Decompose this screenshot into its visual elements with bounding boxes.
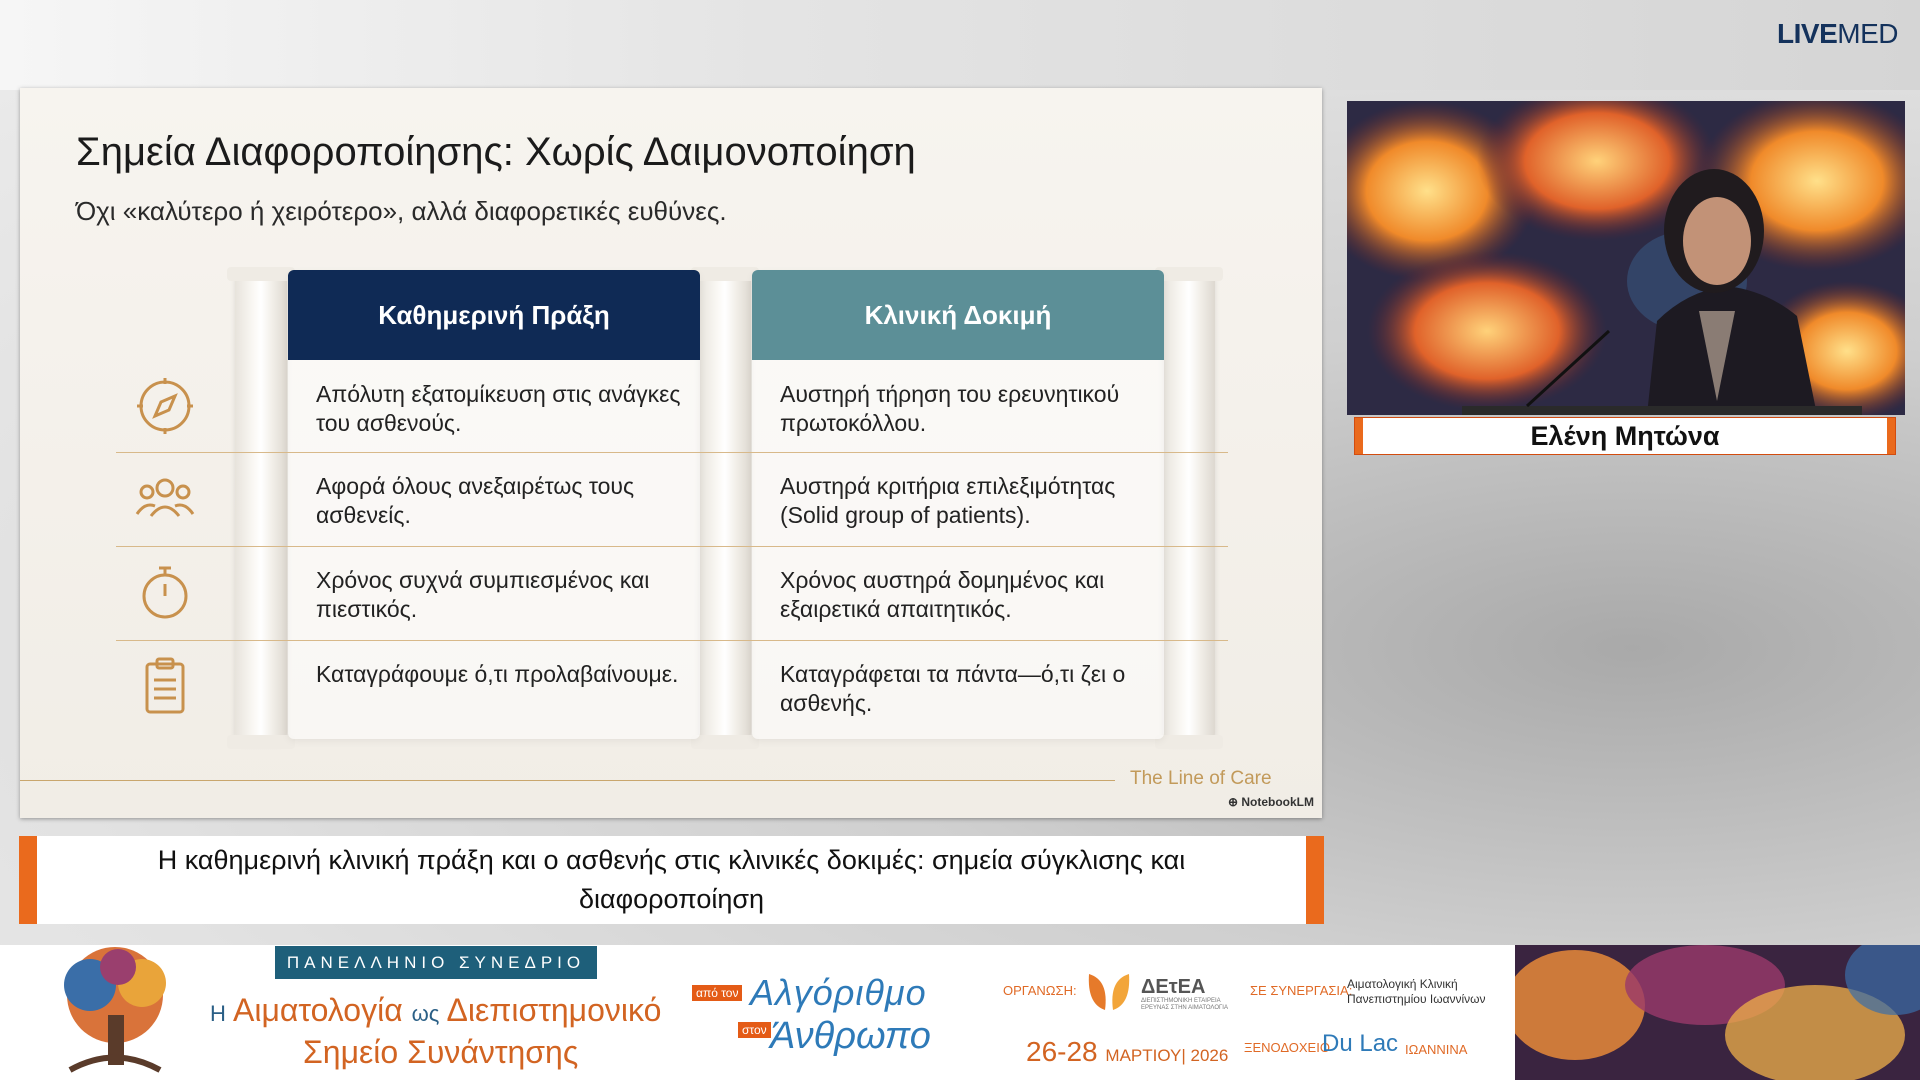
cell-trial-1: Αυστηρή τήρηση του ερευνητικού πρωτοκόλλου. [780,381,1120,436]
tree-illustration-icon [30,945,200,1080]
row-divider [116,640,1228,641]
cell-trial-3: Χρόνος αυστηρά δομημένος και εξαιρετικά απαιτητικός. [780,567,1105,622]
slide-subtitle: Όχι «καλύτερο ή χειρότερο», αλλά διαφορετικές ευθύνες. [76,196,727,226]
algorithm-word: Αλγόριθμο [750,972,927,1013]
congress-tag: ΠΑΝΕΛΛΗΝΙΟ ΣΥΝΕΔΡΙΟ [275,946,597,979]
cell-daily-4: Καταγράφουμε ό,τι προλαβαίνουμε. [316,661,679,687]
clinic-name: Αιματολογική Κλινική Πανεπιστημίου Ιωαννίνων [1347,977,1486,1006]
deta-subtitle: ΔΙΕΠΙΣΤΗΜΟΝΙΚΗ ΕΤΑΙΡΕΙΑ ΕΡΕΥΝΑΣ ΣΤΗΝ ΑΙΜΑΤΟΛΟΓΙΑ [1141,998,1228,1011]
cell-trial-4: Καταγράφεται τα πάντα—ό,τι ζει ο ασθενής. [780,661,1126,716]
congress-title-line1: Η Αιματολογία ως Διεπιστημονικό [210,992,662,1028]
session-title-caption: Η καθημερινή κλινική πράξη και ο ασθενής στις κλινικές δοκιμές: σημεία σύγκλισης και διαφοροποίηση [19,836,1324,924]
cell-daily-2: Αφορά όλους ανεξαιρέτως τους ασθενείς. [316,473,635,528]
stopwatch-icon [135,562,195,622]
group-icon [135,470,195,530]
clipboard-icon [135,656,195,716]
organizer-label: ΟΡΓΑΝΩΣΗ: [1003,983,1077,998]
footer-line [20,780,1115,781]
collaboration-label: ΣΕ ΣΥΝΕΡΓΑΣΙΑ: [1250,983,1353,998]
speaker-video [1347,101,1905,415]
anthropo-word: Άνθρωπο [770,1015,931,1057]
hotel-label: ΞΕΝΟΔΟΧΕΙΟ [1244,1040,1330,1055]
speaker-nameplate: Ελένη Μητώνα [1355,418,1895,454]
top-bar [0,0,1920,90]
hotel-name: Du Lac [1322,1030,1399,1057]
pillar-middle [699,273,751,743]
row-divider [116,452,1228,453]
pillar-right [1163,273,1215,743]
congress-title-line2: Σημείο Συνάντησης [303,1034,579,1070]
cell-trial-2: Αυστηρά κριτήρια επιλεξιμότητας (Solid group of patients). [780,473,1116,528]
cell-daily-1: Απόλυτη εξατομίκευση στις ανάγκες του ασθενούς. [316,381,681,436]
presentation-slide [20,88,1322,818]
row-divider [116,546,1228,547]
column-header-clinical-trial: Κλινική Δοκιμή [752,270,1164,360]
speaker-video-frame [1347,101,1905,415]
livemed-logo: LIVEMED [1777,18,1898,49]
slide-footer: The Line of Care [1130,768,1272,789]
cell-daily-3: Χρόνος συχνά συμπιεσμένος και πιεστικός. [316,567,650,622]
slide-title: Σημεία Διαφοροποίησης: Χωρίς Δαιμονοποίηση [76,130,916,174]
column-header-daily-practice: Καθημερινή Πράξη [288,270,700,360]
abstract-art-icon [1515,945,1920,1080]
pillar-left [235,273,287,743]
compass-icon [135,376,195,436]
deta-logo-icon [1083,970,1135,1016]
notebooklm-logo: ⊕ NotebookLM [1227,795,1314,809]
city-name: ΙΩΑΝΝΙΝΑ [1405,1042,1468,1057]
congress-dates: 26-28 ΜΑΡΤΙΟΥ| 2026 [1026,1036,1229,1067]
deta-name: ΔΕτΕΑ [1141,976,1206,998]
ston-label: στον [738,1022,771,1038]
apo-label: από τον [692,985,742,1001]
